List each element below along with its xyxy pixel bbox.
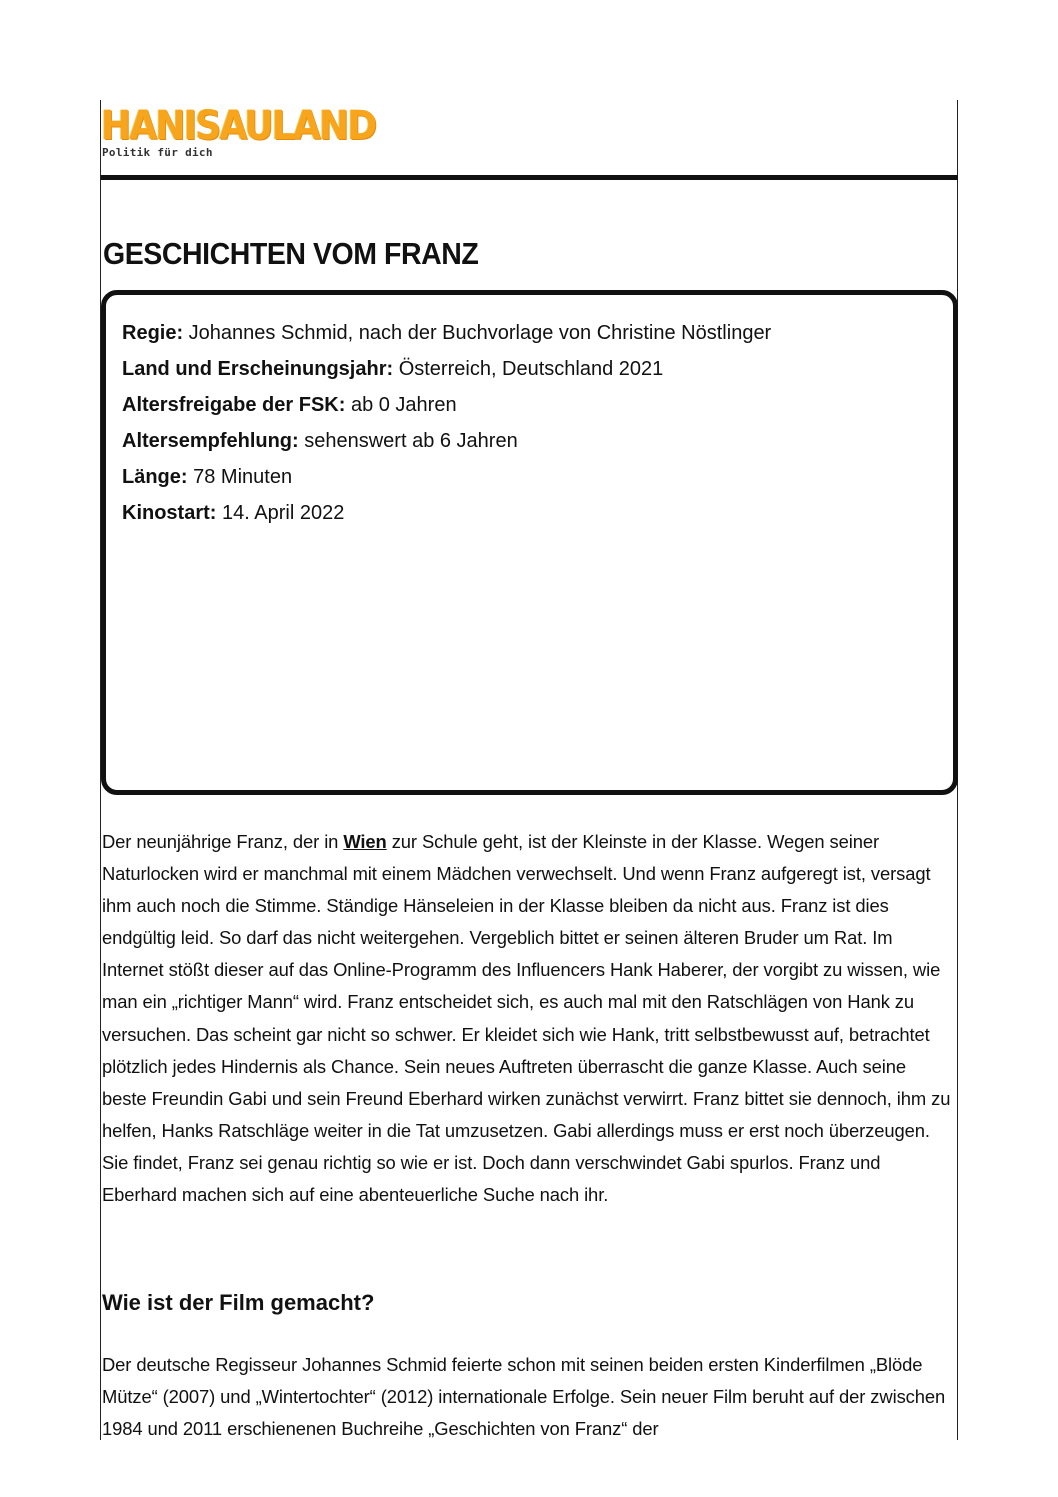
synopsis-text-rest: zur Schule geht, ist der Kleinste in der Klasse. Wegen seiner Naturlocken wird er manchmal mit einem Mädchen verwechselt. Und wenn Franz aufgeregt ist, versagt ihm auch noch die Stimme. Ständige Hänseleien in der Klasse bleiben da nicht aus. Franz ist dies endgültig leid. So darf das nicht weitergehen. Vergeblich bittet er seinen älteren Bruder um Rat. Im Internet stößt dieser auf das Online-Programm des Influencers Hank Haberer, der vorgibt zu wissen, wie man ein „richtiger Mann“ wird. Franz entscheidet sich, es auch mal mit den Ratschlägen von Hank zu versuchen. Das scheint gar nicht so schwer. Er kleidet sich wie Hank, tritt selbstbewusst auf, betrachtet plötzlich jedes Hindernis als Chance. Sein neues Auftreten überrascht die ganze Klasse. Auch seine beste Freundin Gabi und sein Freund Eberhard wirken zunächst verwirrt. Franz bittet sie dennoch, ihm zu helfen, Hanks Ratschläge weiter in die Tat umzusetzen. Gabi allerdings muss er erst noch überzeugen. Sie findet, Franz sei genau richtig so wie er ist. Doch dann verschwindet Gabi spurlos. Franz und Eberhard machen sich auf eine abenteuerliche Suche nach ihr. [102,831,951,1206]
info-row-laenge [122,459,953,495]
info-value: ab 0 Jahren [345,394,457,416]
logo-wordmark: HANISAULAND [101,103,376,149]
synopsis-paragraph [102,826,954,1211]
section-heading: Wie ist der Film gemacht? [102,1290,375,1315]
page [100,100,958,1440]
film-info-box [101,290,958,795]
info-value: 78 Minuten [187,466,293,488]
logo-tagline: Politik für dich [102,146,213,159]
header-divider [101,175,958,180]
info-label: Altersfreigabe der FSK: [122,394,346,416]
wien-link[interactable]: Wien [343,831,387,852]
info-value: Johannes Schmid, nach der Buchvorlage von Christine Nöstlinger [183,322,772,344]
site-logo[interactable] [101,103,376,165]
production-paragraph: Der deutsche Regisseur Johannes Schmid feierte schon mit seinen beiden ersten Kinderfilmen „Blöde Mütze“ (2007) und „Wintertochter“ (2012) internationale Erfolge. Sein neuer Film beruht auf der zwischen 1984 und 2011 erschienenen Buchreihe „Geschichten von Franz“ der [102,1354,946,1440]
info-label: Land und Erscheinungsjahr: [122,358,394,380]
info-label: Länge: [122,466,188,488]
info-value: sehenswert ab 6 Jahren [298,430,518,452]
info-label: Regie: [122,322,184,344]
info-row-land [122,351,953,387]
info-value: Österreich, Deutschland 2021 [393,358,664,380]
info-label: Kinostart: [122,502,217,524]
page-title: GESCHICHTEN VOM FRANZ [103,236,479,271]
info-row-altersempfehlung [122,423,953,459]
synopsis-text-start: Der neunjährige Franz, der in [102,831,344,852]
info-row-fsk [122,387,953,423]
info-row-kinostart [122,495,953,531]
info-row-regie [122,315,953,351]
info-label: Altersempfehlung: [122,430,299,452]
info-value: 14. April 2022 [216,502,345,524]
